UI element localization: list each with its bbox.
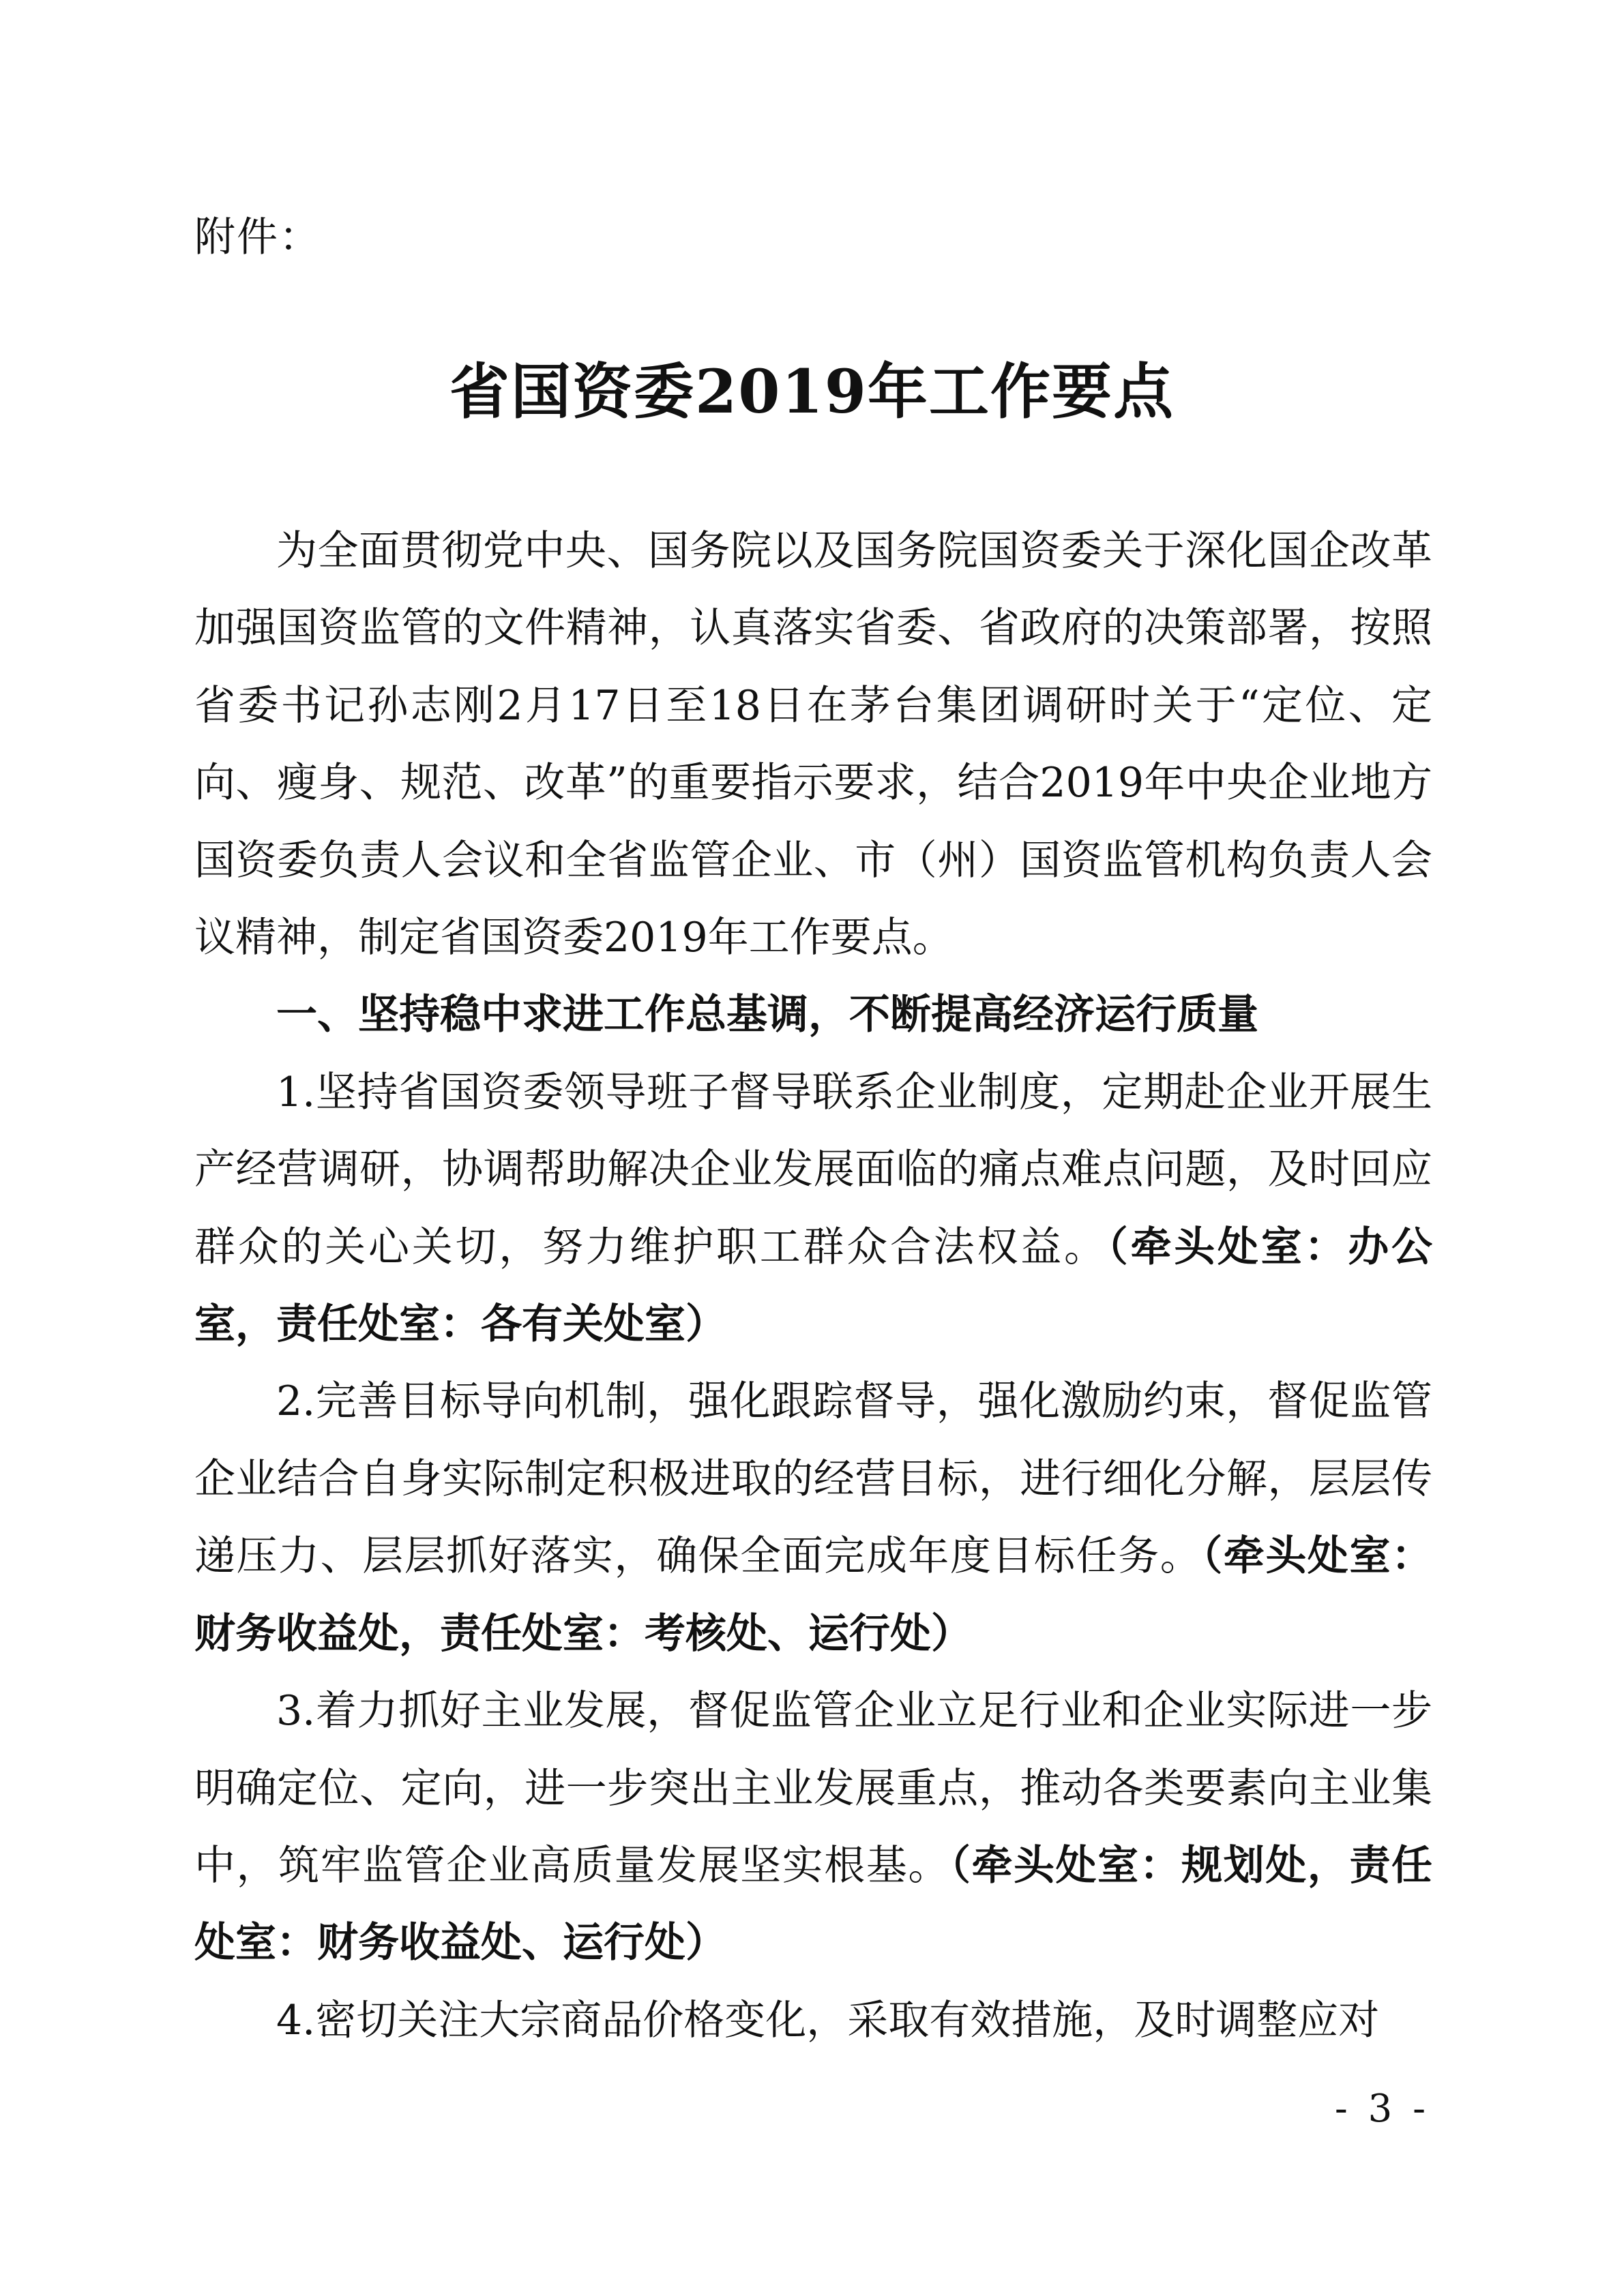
intro-paragraph: 为全面贯彻党中央、国务院以及国务院国资委关于深化国企改革加强国资监管的文件精神，认真落实省委、省政府的决策部署，按照省委书记孙志刚2月17日至18日在茅台集团调研时关于“定位、定向、瘦身、规范、改革”的重要指示要求，结合2019年中央企业地方国资委负责人会议和全省监管企业、市（州）国资监管机构负责人会议精神，制定省国资委2019年工作要点。 [194, 527, 1432, 962]
document-body [194, 513, 1432, 2059]
document-title: 省国资委2019年工作要点 [449, 356, 1175, 427]
item-paragraph [194, 1363, 1432, 1673]
item-text: 4.密切关注大宗商品价格变化，采取有效措施，及时调整应对 [276, 1996, 1380, 2044]
item-responsibility: （牵头处室：财务收益处，责任处室：考核处、运行处） [194, 1532, 1433, 1658]
attachment-label: 附件： [194, 213, 321, 261]
item-responsibility: （牵头处室：规划处，责任处室：财务收益处、运行处） [194, 1841, 1433, 1967]
item-paragraph [194, 1982, 1432, 2059]
item-text: 1.坚持省国资委领导班子督导联系企业制度，定期赴企业开展生产经营调研，协调帮助解决企业发展面临的痛点难点问题，及时回应群众的关心关切，努力维护职工群众合法权益。 [194, 1068, 1432, 1271]
page-number: - 3 - [1334, 2087, 1430, 2131]
section-heading: 一、坚持稳中求进工作总基调，不断提高经济运行质量 [276, 991, 1258, 1039]
item-paragraph [194, 1054, 1432, 1364]
item-paragraph [194, 1673, 1432, 1982]
item-responsibility: （牵头处室：办公室，责任处室：各有关处室） [194, 1223, 1432, 1349]
item-text: 2.完善目标导向机制，强化跟踪督导，强化激励约束，督促监管企业结合自身实际制定积极进取的经营目标，进行细化分解，层层传递压力、层层抓好落实，确保全面完成年度目标任务。 [194, 1377, 1432, 1581]
item-text: 3.着力抓好主业发展，督促监管企业立足行业和企业实际进一步明确定位、定向，进一步突出主业发展重点，推动各类要素向主业集中，筑牢监管企业高质量发展坚实根基。 [194, 1687, 1432, 1890]
